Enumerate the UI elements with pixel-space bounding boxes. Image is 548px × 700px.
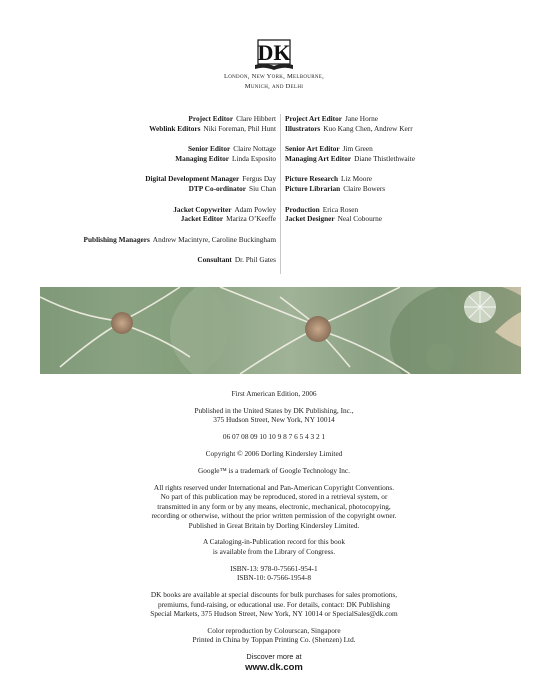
- cactus-photo-icon: [40, 287, 521, 374]
- credit-line: [285, 144, 505, 154]
- credit-role: Weblink Editors: [149, 123, 201, 133]
- imprint-paragraph: [0, 432, 548, 441]
- credit-group: [60, 255, 276, 265]
- imprint-line: A Cataloging-in-Publication record for this book: [202, 537, 346, 547]
- imprint-paragraph: [0, 389, 548, 398]
- credit-role: DTP Co-ordinator: [188, 183, 247, 193]
- credit-role: Jacket Copywriter: [173, 204, 232, 214]
- credit-role: Managing Art Editor: [285, 153, 352, 163]
- credit-group: [60, 114, 276, 133]
- credit-line: [285, 114, 505, 124]
- credit-line: [60, 144, 276, 154]
- credit-role: Senior Editor: [188, 144, 231, 154]
- website-link[interactable]: www.dk.com: [245, 661, 303, 673]
- credit-name: Erica Rosen: [322, 204, 359, 214]
- imprint-line: premiums, fund-raising, or educational use. For details, contact: DK Publishing: [157, 599, 391, 609]
- imprint-line: ISBN-13: 978-0-75661-954-1: [230, 563, 318, 573]
- credit-group: [285, 144, 505, 163]
- credit-role: Jacket Editor: [180, 214, 224, 224]
- imprint-line: Published in Great Britain by Dorling Kindersley Limited.: [188, 520, 360, 530]
- imprint-paragraph: [0, 590, 548, 618]
- credit-role: Illustrators: [285, 123, 321, 133]
- credit-role: Picture Librarian: [285, 183, 341, 193]
- imprint-line: Google™ is a trademark of Google Technology Inc.: [198, 466, 350, 476]
- credits-left-column: [60, 114, 276, 276]
- credit-name: Neal Cobourne: [337, 214, 383, 224]
- credit-role: Digital Development Manager: [145, 174, 240, 184]
- imprint-line: Special Markets, 375 Hudson Street, New York, NY 10014 or SpecialSales@dk.com: [150, 608, 398, 618]
- credit-name: Niki Foreman, Phil Hunt: [203, 123, 276, 133]
- cactus-photo: [40, 287, 521, 374]
- imprint-paragraph: [0, 626, 548, 645]
- imprint-block: [0, 389, 548, 674]
- credit-name: Liz Moore: [341, 174, 373, 184]
- credit-line: [60, 184, 276, 194]
- credit-name: Adam Powley: [234, 204, 276, 214]
- imprint-paragraph: [0, 537, 548, 556]
- credit-line: [60, 214, 276, 224]
- credit-name: Siu Chan: [249, 183, 276, 193]
- credit-name: Jim Green: [342, 144, 373, 154]
- discover-label: Discover more at: [246, 652, 302, 662]
- imprint-paragraph: [0, 483, 548, 530]
- credit-name: Dr. Phil Gates: [234, 255, 276, 265]
- credit-line: [285, 214, 505, 224]
- imprint-paragraph: [0, 564, 548, 583]
- imprint-line: recording or otherwise, without the prior written permission of the copyright owner.: [151, 511, 397, 521]
- logo-text: DK: [257, 40, 291, 65]
- credit-role: Publishing Managers: [83, 234, 150, 244]
- credit-group: [60, 235, 276, 245]
- publisher-cities: [0, 72, 548, 92]
- credit-group: [60, 205, 276, 224]
- credit-line: [60, 174, 276, 184]
- imprint-paragraph: [0, 466, 548, 475]
- credit-role: Picture Research: [285, 174, 339, 184]
- credit-role: Project Art Editor: [285, 114, 343, 123]
- credit-name: Fergus Day: [242, 174, 276, 184]
- credit-name: Jane Horne: [345, 114, 379, 123]
- credit-name: Claire Nottage: [233, 144, 276, 154]
- credit-line: [60, 205, 276, 215]
- credit-role: Consultant: [197, 255, 232, 265]
- credit-group: [60, 144, 276, 163]
- credit-line: [285, 205, 505, 215]
- credit-line: [60, 124, 276, 134]
- credit-group: [285, 205, 505, 224]
- credit-name: Mariza O’Keeffe: [226, 214, 276, 224]
- credit-name: Claire Bowers: [343, 183, 386, 193]
- imprint-line: DK books are available at special discounts for bulk purchases for sales promotions,: [150, 590, 398, 600]
- credit-name: Linda Esposito: [232, 153, 276, 163]
- credit-line: [60, 235, 276, 245]
- imprint-paragraph: [0, 449, 548, 458]
- credit-line: [60, 255, 276, 265]
- cities-line-1: London, New York, Melbourne,: [223, 73, 325, 80]
- imprint-line: transmitted in any form or by any means, electronic, mechanical, photocopying,: [157, 501, 391, 511]
- credit-name: Kuo Kang Chen, Andrew Kerr: [323, 123, 413, 133]
- credit-group: [285, 114, 505, 133]
- credit-line: [60, 114, 276, 124]
- imprint-line: ISBN-10: 0-7566-1954-8: [237, 573, 311, 583]
- credit-name: Clare Hibbert: [236, 114, 276, 123]
- column-divider: [280, 114, 281, 274]
- credit-line: [60, 154, 276, 164]
- credit-line: [285, 154, 505, 164]
- imprint-line: Copyright © 2006 Dorling Kindersley Limited: [205, 449, 343, 459]
- cities-line-2: Munich, and Delhi: [244, 83, 304, 90]
- imprint-line: No part of this publication may be reproduced, stored in a retrieval system, or: [160, 492, 388, 502]
- credit-role: Senior Art Editor: [285, 144, 340, 154]
- dk-logo-icon: [254, 38, 294, 72]
- imprint-line: Published in the United States by DK Publishing, Inc.,: [194, 405, 354, 415]
- credit-line: [285, 184, 505, 194]
- credit-name: Diane Thistlethwaite: [354, 153, 415, 163]
- credits-right-column: [285, 114, 505, 235]
- imprint-line: Printed in China by Toppan Printing Co. (Shenzen) Ltd.: [192, 635, 356, 645]
- credit-role: Production: [285, 204, 320, 214]
- credit-name: Andrew Macintyre, Caroline Buckingham: [152, 234, 276, 244]
- imprint-line: All rights reserved under International and Pan-American Copyright Conventions.: [153, 482, 395, 492]
- credit-group: [60, 174, 276, 193]
- credit-role: Managing Editor: [175, 153, 230, 163]
- imprint-line: is available from the Library of Congress.: [212, 546, 336, 556]
- imprint-line: 06 07 08 09 10 10 9 8 7 6 5 4 3 2 1: [222, 432, 326, 442]
- imprint-line: 375 Hudson Street, New York, NY 10014: [213, 415, 335, 425]
- credit-role: Jacket Designer: [285, 214, 335, 224]
- credit-line: [285, 174, 505, 184]
- imprint-line: Color reproduction by Colourscan, Singapore: [207, 625, 341, 635]
- imprint-line: First American Edition, 2006: [231, 389, 317, 398]
- credit-line: [285, 124, 505, 134]
- credit-group: [285, 174, 505, 193]
- imprint-paragraph: [0, 406, 548, 425]
- credit-role: Project Editor: [188, 114, 234, 123]
